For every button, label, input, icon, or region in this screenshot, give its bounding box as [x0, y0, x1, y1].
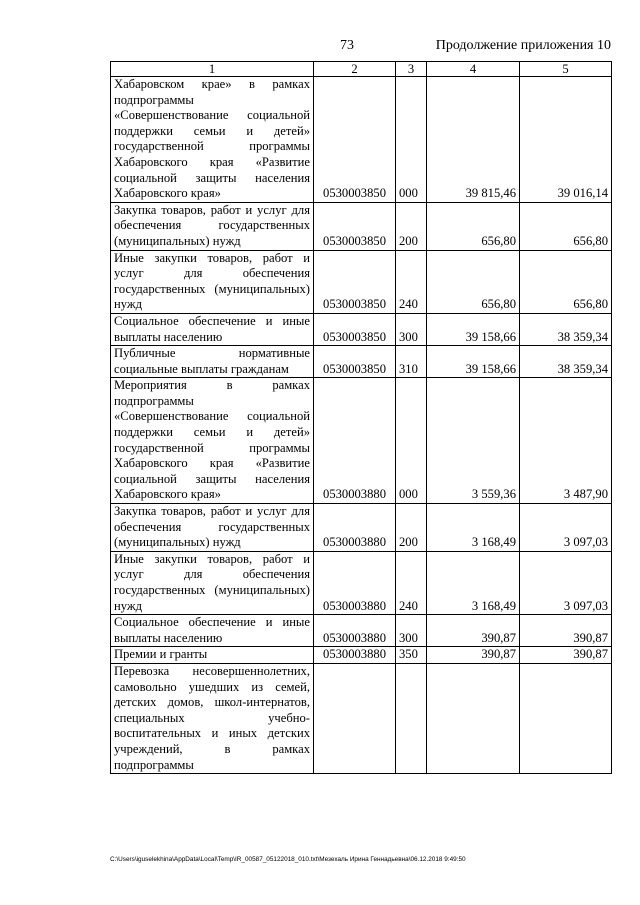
file-path-footer: C:\Users\iguselekhina\AppData\Local\Temp\IR_00587_05122018_010.txt\Мезехаль Ирина Геннадьевна\06.12.2018 9:49:50: [110, 856, 466, 863]
row-target-article: [314, 663, 396, 773]
appendix-continuation-label: Продолжение приложения 10: [435, 38, 611, 53]
row-amount-1: 3 559,36: [427, 378, 520, 504]
row-target-article: 0530003880: [314, 647, 396, 664]
row-expense-type: 000: [396, 378, 427, 504]
table-row: [111, 378, 612, 504]
table-row: [111, 202, 612, 250]
table-row: [111, 250, 612, 313]
page-number: 73: [340, 38, 354, 53]
row-expense-type: 200: [396, 504, 427, 552]
column-header-2: 2: [314, 62, 396, 77]
column-number-row: [111, 62, 612, 77]
table-row: [111, 663, 612, 773]
row-name: Перевозка несовершеннолетних, самовольно ушедших из семей, детских домов, школ-интернатов, специальных учебно-воспитательных и иных детских учреждений, в рамках подпрограммы: [111, 663, 314, 773]
column-header-5: 5: [520, 62, 612, 77]
row-expense-type: 000: [396, 77, 427, 203]
row-name: Хабаровском крае» в рамках подпрограммы «Совершенствование социальной поддержки семьи и детей» государственной программы Хабаровского края «Развитие социальной защиты населения Хабаровского края»: [111, 77, 314, 203]
row-amount-2: 3 097,03: [520, 504, 612, 552]
row-amount-1: 39 158,66: [427, 346, 520, 378]
row-name: Закупка товаров, работ и услуг для обеспечения государственных (муниципальных) нужд: [111, 202, 314, 250]
table-row: [111, 504, 612, 552]
row-target-article: 0530003880: [314, 551, 396, 614]
table-row: [111, 313, 612, 345]
row-amount-1: 390,87: [427, 647, 520, 664]
row-amount-1: 3 168,49: [427, 551, 520, 614]
row-expense-type: 200: [396, 202, 427, 250]
row-amount-1: 3 168,49: [427, 504, 520, 552]
table-row: [111, 551, 612, 614]
row-target-article: 0530003850: [314, 202, 396, 250]
row-name: Мероприятия в рамках подпрограммы «Совершенствование социальной поддержки семьи и детей» государственной программы Хабаровского края «Развитие социальной защиты населения Хабаровского края»: [111, 378, 314, 504]
row-amount-2: 39 016,14: [520, 77, 612, 203]
row-amount-1: 656,80: [427, 202, 520, 250]
column-header-4: 4: [427, 62, 520, 77]
column-header-3: 3: [396, 62, 427, 77]
row-target-article: 0530003880: [314, 615, 396, 647]
row-amount-2: 656,80: [520, 250, 612, 313]
row-expense-type: 310: [396, 346, 427, 378]
row-name: Социальное обеспечение и иные выплаты населению: [111, 313, 314, 345]
row-amount-2: [520, 663, 612, 773]
table-row: [111, 615, 612, 647]
row-target-article: 0530003880: [314, 504, 396, 552]
row-amount-2: 3 487,90: [520, 378, 612, 504]
row-expense-type: 300: [396, 313, 427, 345]
column-header-1: 1: [111, 62, 314, 77]
row-amount-1: 39 158,66: [427, 313, 520, 345]
row-target-article: 0530003850: [314, 346, 396, 378]
row-amount-2: 38 359,34: [520, 313, 612, 345]
row-expense-type: 240: [396, 551, 427, 614]
row-name: Закупка товаров, работ и услуг для обеспечения государственных (муниципальных) нужд: [111, 504, 314, 552]
table-row: [111, 346, 612, 378]
row-target-article: 0530003850: [314, 250, 396, 313]
row-amount-1: 656,80: [427, 250, 520, 313]
row-expense-type: 300: [396, 615, 427, 647]
table-row: [111, 647, 612, 664]
row-amount-1: 390,87: [427, 615, 520, 647]
row-name: Иные закупки товаров, работ и услуг для обеспечения государственных (муниципальных) нужд: [111, 551, 314, 614]
row-name: Премии и гранты: [111, 647, 314, 664]
budget-table: [110, 61, 612, 774]
row-expense-type: [396, 663, 427, 773]
row-amount-2: 3 097,03: [520, 551, 612, 614]
row-amount-2: 390,87: [520, 615, 612, 647]
row-target-article: 0530003880: [314, 378, 396, 504]
table-row: [111, 77, 612, 203]
row-amount-2: 38 359,34: [520, 346, 612, 378]
row-amount-1: 39 815,46: [427, 77, 520, 203]
row-amount-2: 656,80: [520, 202, 612, 250]
row-expense-type: 240: [396, 250, 427, 313]
row-amount-2: 390,87: [520, 647, 612, 664]
row-name: Социальное обеспечение и иные выплаты населению: [111, 615, 314, 647]
row-name: Публичные нормативные социальные выплаты гражданам: [111, 346, 314, 378]
row-target-article: 0530003850: [314, 313, 396, 345]
row-name: Иные закупки товаров, работ и услуг для обеспечения государственных (муниципальных) нужд: [111, 250, 314, 313]
row-target-article: 0530003850: [314, 77, 396, 203]
row-amount-1: [427, 663, 520, 773]
row-expense-type: 350: [396, 647, 427, 664]
